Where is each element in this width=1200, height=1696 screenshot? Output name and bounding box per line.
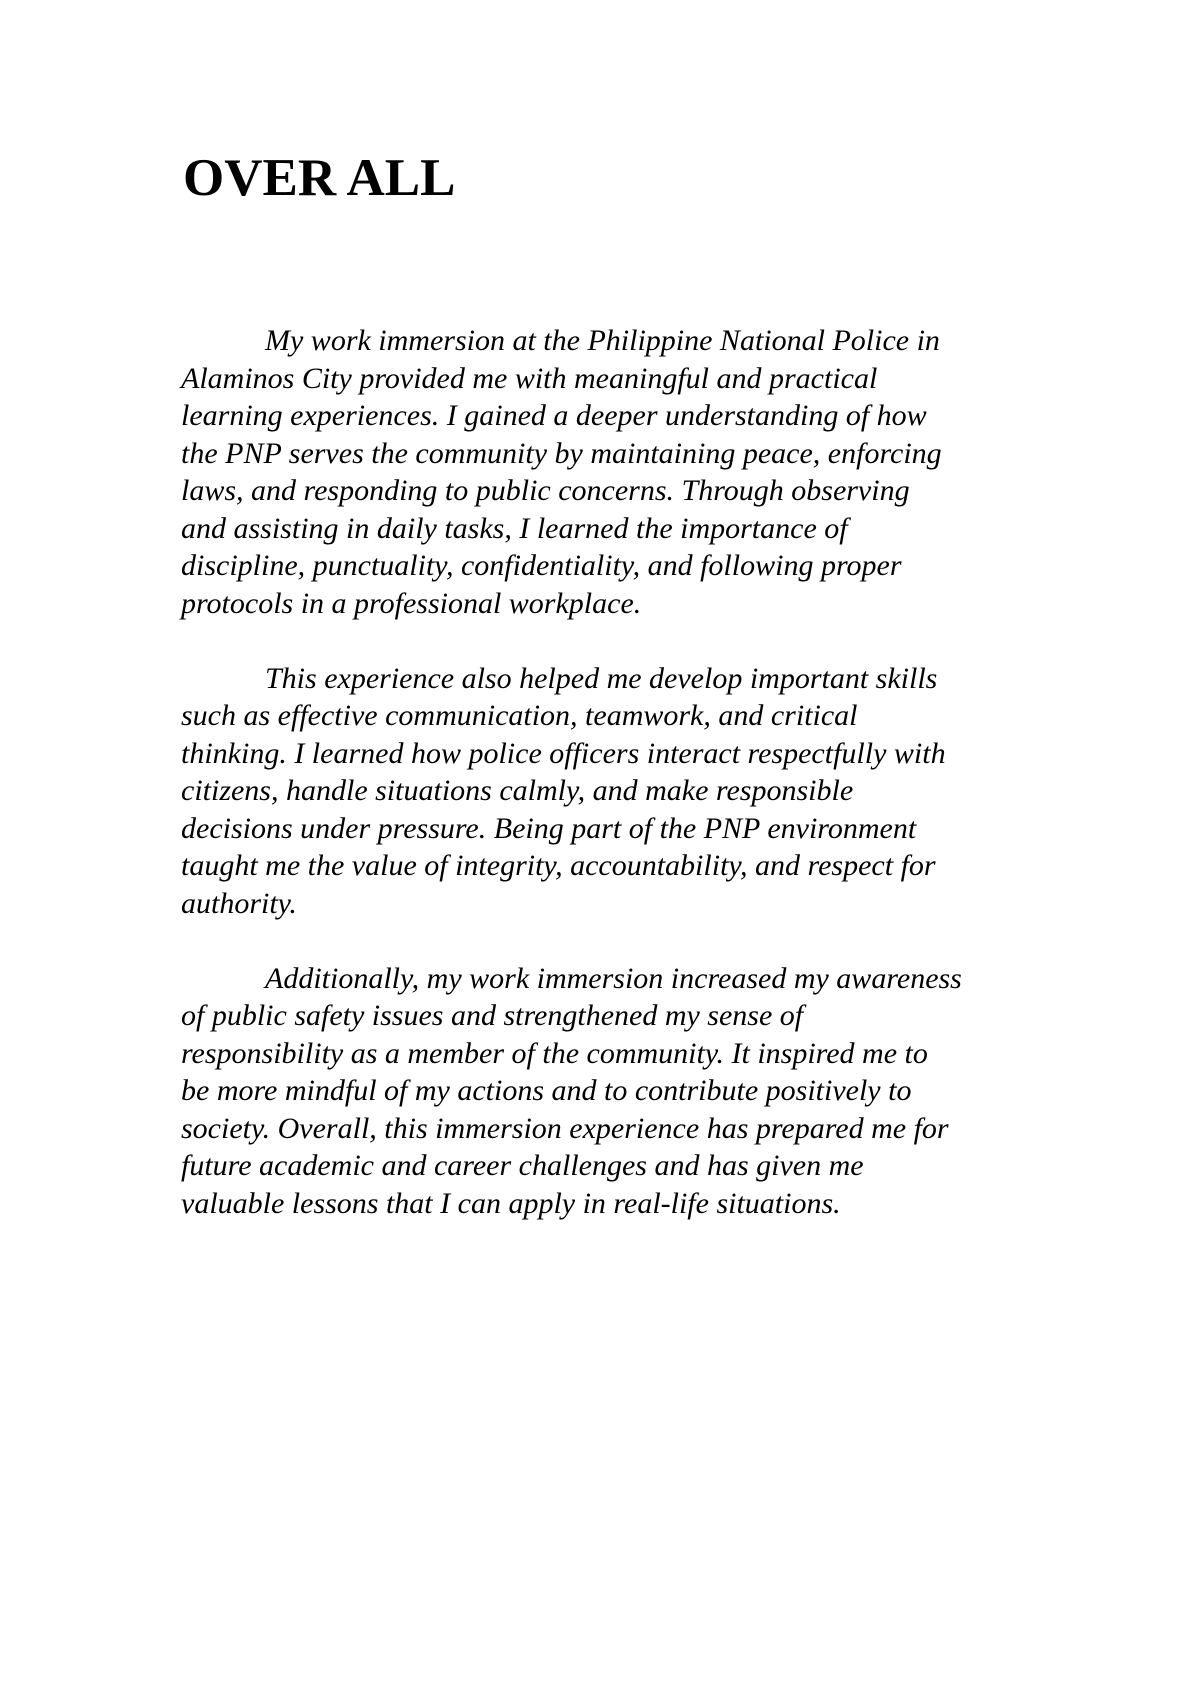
text-line: the PNP serves the community by maintaining peace, enforcing [181,436,942,470]
text-line: protocols in a professional workplace. [181,586,642,620]
text-line: taught me the value of integrity, accountability, and respect for [181,849,936,882]
paragraph-2 [181,660,1031,923]
text-line: society. Overall, this immersion experience has prepared me for [181,1111,949,1145]
text-line: such as effective communication, teamwork, and critical [181,699,858,732]
text-line: thinking. I learned how police officers interact respectfully with [181,736,946,770]
text-line: valuable lessons that I can apply in real-life situations. [181,1186,841,1220]
paragraph-3 [181,960,1031,1223]
text-line: authority. [181,886,297,920]
document-body [181,322,1031,1260]
text-line: Additionally, my work immersion increased my awareness [265,961,962,995]
paragraph-1 [181,322,1031,622]
text-line: learning experiences. I gained a deeper understanding of how [181,399,927,432]
text-line: future academic and career challenges and has given me [181,1149,864,1182]
text-line: This experience also helped me develop important skills [265,661,938,695]
text-line: discipline, punctuality, confidentiality, and following proper [181,549,902,582]
text-line: decisions under pressure. Being part of the PNP environment [181,811,917,845]
text-line: of public safety issues and strengthened my sense of [181,999,804,1032]
text-line: Alaminos City provided me with meaningful and practical [181,361,878,395]
text-line: be more mindful of my actions and to contribute positively to [181,1074,912,1107]
text-line: laws, and responding to public concerns. Through observing [181,474,910,507]
text-line: and assisting in daily tasks, I learned the importance of [181,511,848,545]
text-line: responsibility as a member of the community. It inspired me to [181,1036,928,1070]
page-title: OVER ALL [183,149,456,207]
text-line: My work immersion at the Philippine National Police in [265,324,940,357]
text-line: citizens, handle situations calmly, and make responsible [181,774,854,807]
